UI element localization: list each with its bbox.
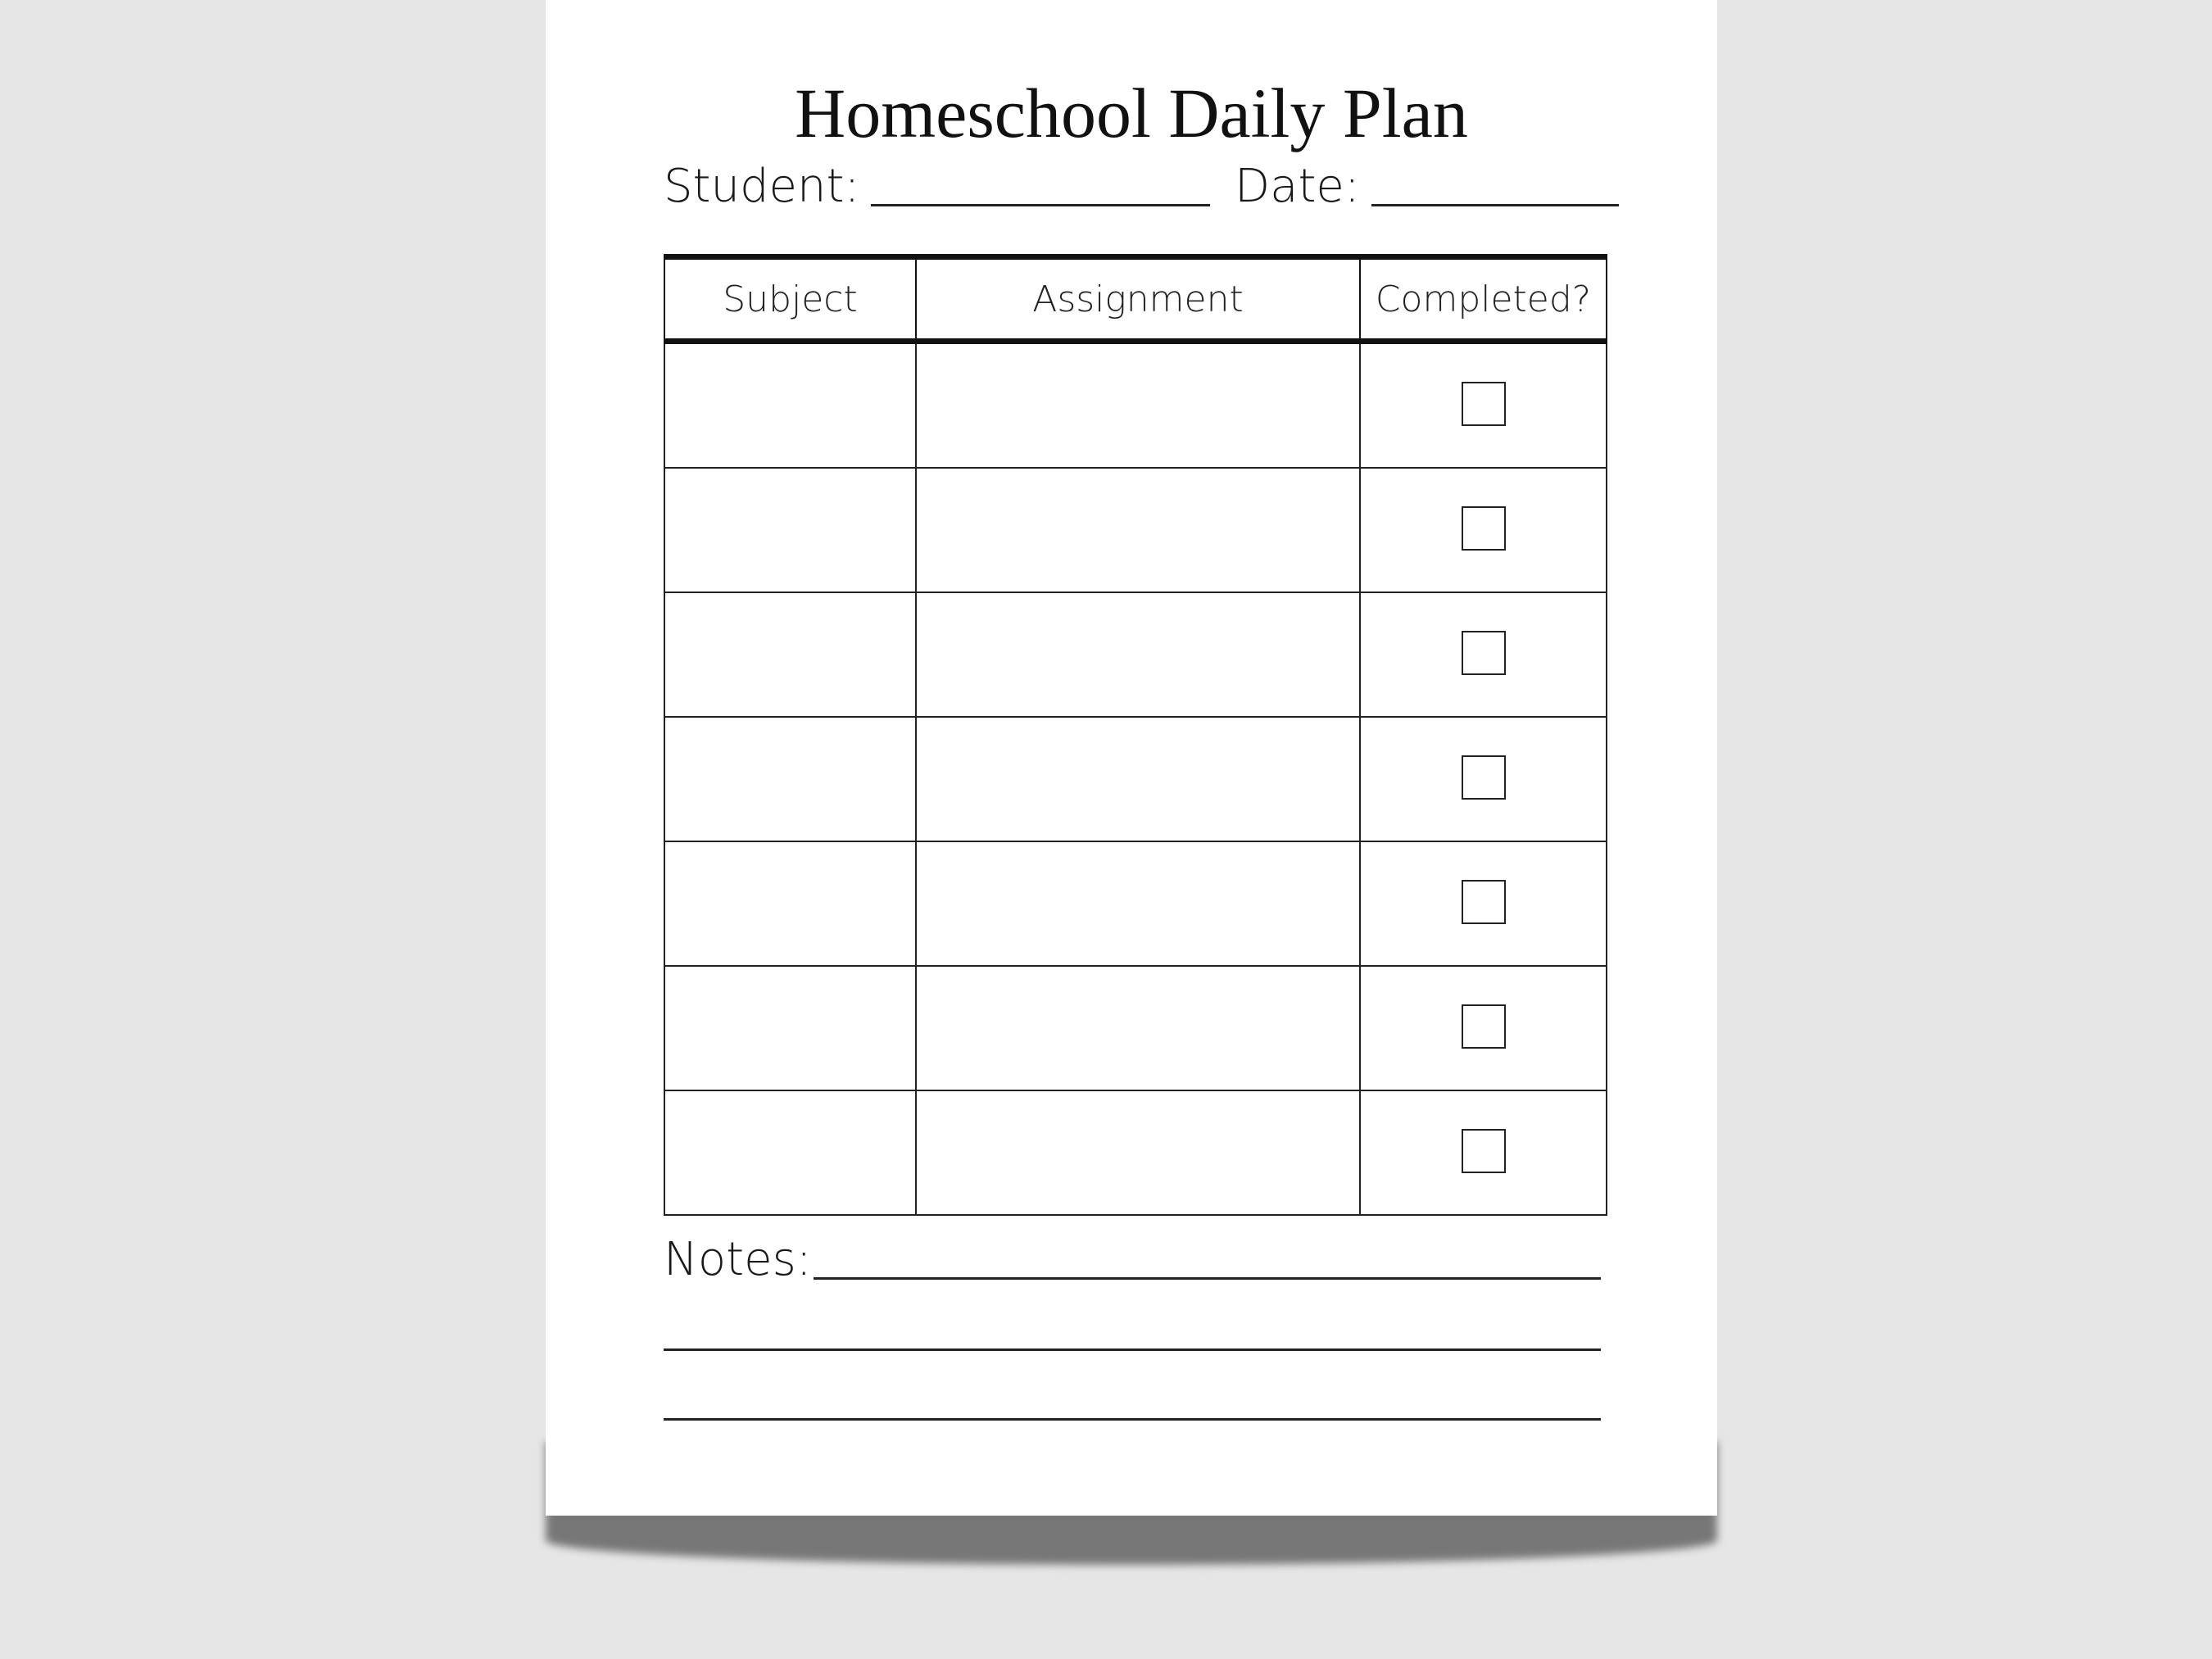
notes-line-3[interactable] <box>664 1418 1601 1421</box>
subject-cell[interactable] <box>664 592 916 717</box>
completed-checkbox[interactable] <box>1462 631 1506 675</box>
table-row <box>664 592 1607 717</box>
printable-page <box>546 0 1717 1516</box>
assignment-cell[interactable] <box>916 717 1360 841</box>
completed-checkbox[interactable] <box>1462 506 1506 551</box>
completed-cell <box>1360 966 1607 1090</box>
subject-cell[interactable] <box>664 966 916 1090</box>
completed-checkbox[interactable] <box>1462 880 1506 924</box>
notes-line-2[interactable] <box>664 1349 1601 1351</box>
page-title: Homeschool Daily Plan <box>795 74 1468 152</box>
date-label: Date: <box>1235 160 1360 213</box>
table-row <box>664 966 1607 1090</box>
completed-cell <box>1360 717 1607 841</box>
assignment-cell[interactable] <box>916 342 1360 469</box>
student-label: Student: <box>664 160 860 213</box>
notes-line-1[interactable] <box>814 1277 1601 1280</box>
completed-cell <box>1360 1090 1607 1215</box>
subject-cell[interactable] <box>664 717 916 841</box>
completed-cell <box>1360 468 1607 592</box>
table-row <box>664 1090 1607 1215</box>
assignment-cell[interactable] <box>916 1090 1360 1215</box>
completed-checkbox[interactable] <box>1462 1129 1506 1173</box>
completed-cell <box>1360 342 1607 469</box>
column-header-subject: Subject <box>664 257 916 342</box>
student-blank-line[interactable] <box>871 204 1210 206</box>
completed-cell <box>1360 592 1607 717</box>
subject-cell[interactable] <box>664 468 916 592</box>
plan-table <box>664 254 1607 1216</box>
completed-checkbox[interactable] <box>1462 1004 1506 1049</box>
table-row <box>664 342 1607 469</box>
column-header-assignment: Assignment <box>916 257 1360 342</box>
completed-checkbox[interactable] <box>1462 755 1506 800</box>
date-field <box>1235 160 1619 213</box>
assignment-cell[interactable] <box>916 592 1360 717</box>
student-field <box>664 160 1210 213</box>
subject-cell[interactable] <box>664 342 916 469</box>
assignment-cell[interactable] <box>916 468 1360 592</box>
completed-cell <box>1360 841 1607 966</box>
table-row <box>664 717 1607 841</box>
date-blank-line[interactable] <box>1371 204 1619 206</box>
subject-cell[interactable] <box>664 841 916 966</box>
column-header-completed: Completed? <box>1360 257 1607 342</box>
completed-checkbox[interactable] <box>1462 382 1506 426</box>
notes-first-line <box>664 1233 1601 1286</box>
table-row <box>664 468 1607 592</box>
notes-section <box>664 1233 1601 1421</box>
assignment-cell[interactable] <box>916 966 1360 1090</box>
subject-cell[interactable] <box>664 1090 916 1215</box>
table-header-row <box>664 257 1607 342</box>
assignment-cell[interactable] <box>916 841 1360 966</box>
notes-label: Notes: <box>664 1233 812 1286</box>
table-row <box>664 841 1607 966</box>
